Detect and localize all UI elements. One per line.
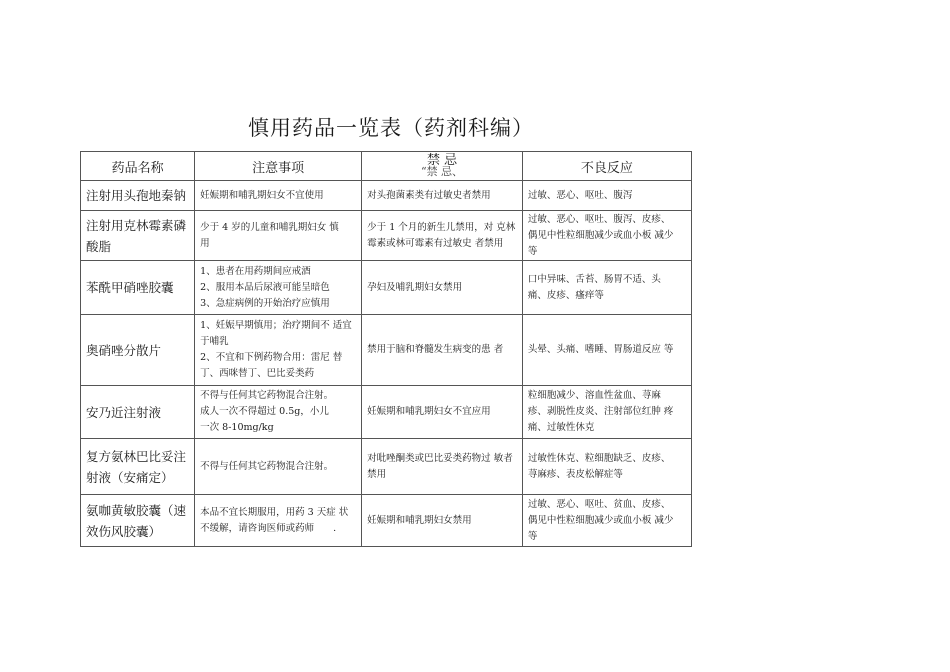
adverse-reaction-line: 过敏性休克、粒细胞缺乏、皮疹、 — [527, 452, 671, 464]
precaution-line: 少于 4 岁的儿童和哺乳期妇女 慎 — [200, 221, 339, 233]
drug-name-cell — [81, 386, 195, 439]
drug-name-line: 氨咖黄敏胶囊（速 — [86, 502, 187, 518]
contraindication-line: 少于 1 个月的新生儿禁用，对 克林 — [367, 221, 516, 233]
cautious-drug-table — [80, 151, 692, 547]
adverse-reaction-cell — [522, 211, 691, 261]
adverse-reaction-line: 等 — [527, 530, 538, 542]
contraindication-cell — [362, 495, 523, 547]
precaution-line: 一次 8-10mg/kg — [200, 422, 274, 433]
drug-name-cell — [81, 261, 195, 315]
adverse-reaction-line: 过敏、恶心、呕吐、腹泻、皮疹、 — [527, 213, 671, 225]
precaution-line: 丁、西咪替丁、巴比妥类药 — [200, 368, 315, 379]
adverse-reaction-line: 荨麻疹、表皮松解症等 — [527, 468, 623, 480]
header-contraindications-label: 禁 忌 — [426, 153, 458, 168]
contraindication-line: 禁用于脑和脊髓发生病变的患 者 — [367, 344, 504, 355]
contraindication-cell — [362, 211, 523, 261]
adverse-reaction-line: 偶见中性粒细胞减少或血小板 减少 — [527, 229, 674, 241]
adverse-reaction-cell — [522, 439, 691, 495]
drug-name-cell — [81, 211, 195, 261]
precaution-line: 本品不宜长期服用，用药 3 天症 状 — [200, 506, 349, 518]
contraindication-cell — [362, 261, 523, 315]
precaution-line: 不得与任何其它药物混合注射。 — [200, 460, 334, 472]
contraindication-line: 妊娠期和哺乳期妇女不宜应用 — [367, 406, 491, 417]
page-bottom-margin — [0, 567, 950, 672]
drug-name-line: 复方氨林巴比妥注 — [86, 448, 187, 464]
drug-name-line: 酸脂 — [86, 238, 112, 254]
adverse-reaction-line: 口中异味、舌苔、肠胃不适、头 — [527, 273, 661, 285]
contraindication-line: 对头孢菌素类有过敏史者禁用 — [367, 189, 491, 201]
table-row — [81, 211, 692, 261]
adverse-reaction-cell — [522, 495, 691, 547]
contraindication-cell — [362, 181, 523, 211]
table-row — [81, 495, 692, 547]
contraindication-line: 孕妇及哺乳期妇女禁用 — [367, 281, 463, 293]
drug-name-line: 苯酰甲硝唑胶囊 — [86, 280, 174, 295]
drug-name-cell — [81, 439, 195, 495]
adverse-reaction-line: 痛、过敏性休克 — [527, 422, 595, 433]
table-row — [81, 386, 692, 439]
precaution-cell — [195, 261, 362, 315]
precaution-cell — [195, 181, 362, 211]
header-precautions: 注意事项 — [195, 152, 362, 181]
adverse-reaction-line: 头晕、头痛、嗜睡、胃肠道反应 等 — [527, 344, 674, 355]
page-title: 慎用药品一览表（药剂科编） — [248, 116, 534, 140]
table-row — [81, 181, 692, 211]
adverse-reaction-cell — [522, 181, 691, 211]
adverse-reaction-cell — [522, 386, 691, 439]
drug-name-line: 奥硝唑分散片 — [86, 342, 162, 358]
drug-name-line: 注射用头孢地秦钠 — [86, 188, 187, 203]
drug-name-cell — [81, 181, 195, 211]
precaution-line: 于哺乳 — [200, 336, 229, 347]
precaution-line: 2、服用本品后尿液可能呈暗色 — [200, 281, 330, 293]
contraindication-line: 妊娠期和哺乳期妇女禁用 — [367, 514, 472, 526]
header-adverse-reactions: 不良反应 — [522, 152, 691, 181]
contraindication-cell — [362, 315, 523, 386]
precaution-cell — [195, 386, 362, 439]
drug-name-line: 效伤风胶囊） — [86, 523, 162, 539]
precaution-line: 1、患者在用药期间应戒酒 — [200, 265, 311, 277]
table-row — [81, 261, 692, 315]
contraindication-line: 霉素或林可霉素有过敏史 者禁用 — [367, 237, 504, 249]
precaution-line: 成人一次不得超过 0.5g，小儿 — [200, 406, 329, 417]
contraindication-line: 对吡唑酮类或巴比妥类药物过 敏者 — [367, 452, 513, 464]
precaution-line: 1、妊娠早期慎用；治疗期间不 适宜 — [200, 320, 352, 331]
contraindication-line: 禁用 — [367, 468, 387, 480]
adverse-reaction-line: 粒细胞减少、溶血性盆血、荨麻 — [527, 390, 661, 401]
contraindication-cell — [362, 439, 523, 495]
contraindication-cell — [362, 386, 523, 439]
drug-name-line: 射液（安痛定） — [86, 469, 174, 485]
precaution-line: 3、急症病例的开始治疗应慎用 — [200, 297, 330, 309]
table-header-row — [81, 152, 692, 181]
table-row — [81, 439, 692, 495]
adverse-reaction-cell — [522, 261, 691, 315]
adverse-reaction-cell — [522, 315, 691, 386]
drug-name-line: 安乃近注射液 — [86, 404, 162, 420]
adverse-reaction-line: 疹、剥脱性皮炎、注射部位红肿 疼 — [527, 406, 674, 417]
precaution-line: 妊娠期和哺乳期妇女不宜使用 — [200, 189, 324, 201]
adverse-reaction-line: 偶见中性粒细胞减少或血小板 减少 — [527, 514, 674, 526]
adverse-reaction-line: 过敏、恶心、呕吐、腹泻 — [527, 189, 633, 201]
precaution-line: 不缓解，请咨询医师或药师 . — [200, 522, 337, 534]
precaution-cell — [195, 439, 362, 495]
drug-name-cell — [81, 495, 195, 547]
header-contraindications-sub: “禁 忌、 — [420, 165, 464, 178]
adverse-reaction-line: 痛、皮疹、瘙痒等 — [527, 289, 604, 301]
drug-name-cell — [81, 315, 195, 386]
adverse-reaction-line: 等 — [527, 245, 538, 257]
precaution-cell — [195, 315, 362, 386]
drug-name-line: 注射用克林霉素磷 — [86, 217, 187, 233]
header-drug-name: 药品名称 — [81, 152, 195, 181]
table-row — [81, 315, 692, 386]
header-contraindications — [362, 152, 523, 181]
adverse-reaction-line: 过敏、恶心、呕吐、贫血、皮疹、 — [527, 498, 671, 510]
precaution-cell — [195, 211, 362, 261]
precaution-line: 2、不宜和下例药物合用：雷尼 替 — [200, 352, 343, 363]
precaution-cell — [195, 495, 362, 547]
precaution-line: 用 — [200, 237, 210, 249]
precaution-line: 不得与任何其它药物混合注射。 — [200, 390, 334, 401]
